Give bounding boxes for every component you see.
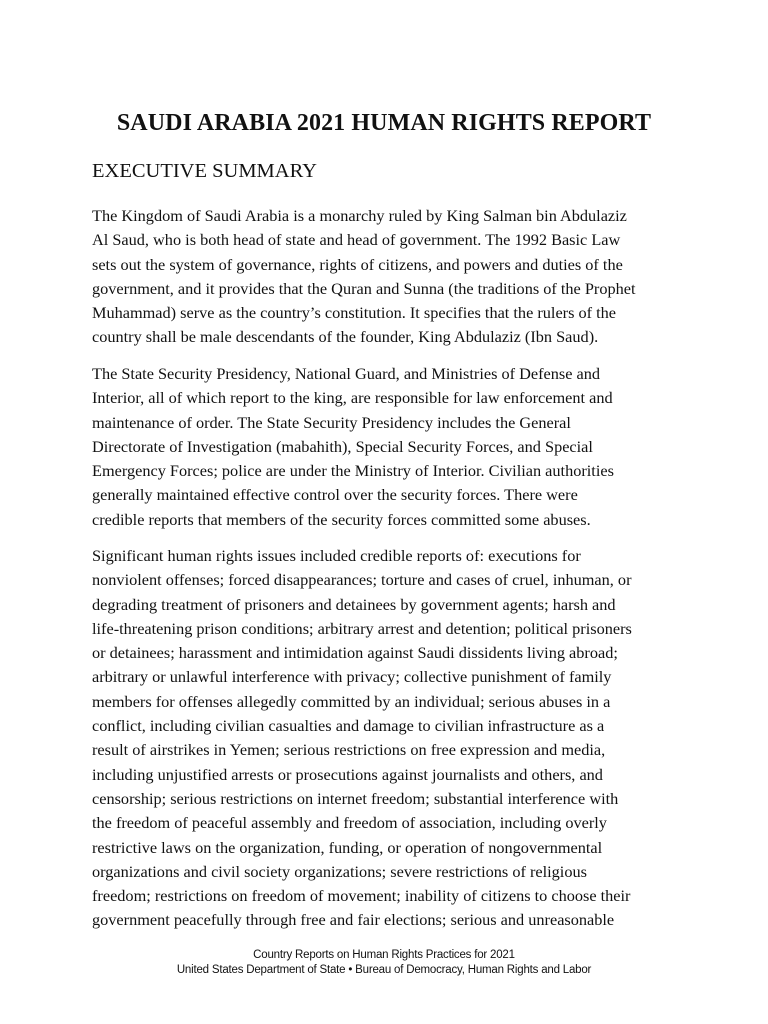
paragraph-line: sets out the system of governance, rights of citizens, and powers and duties of the bbox=[92, 254, 623, 274]
paragraph-line: Muhammad) serve as the country’s constitution. It specifies that the rulers of the bbox=[92, 303, 617, 323]
paragraph-line: generally maintained effective control over the security forces. There were bbox=[92, 485, 578, 505]
paragraph-line: Al Saud, who is both head of state and head of government. The 1992 Basic Law bbox=[92, 230, 621, 250]
paragraph-line: members for offenses allegedly committed by an individual; serious abuses in a bbox=[92, 691, 611, 711]
section-heading: EXECUTIVE SUMMARY bbox=[92, 160, 317, 182]
paragraph-line: government peacefully through free and fair elections; serious and unreasonable bbox=[92, 910, 615, 930]
report-title: SAUDI ARABIA 2021 HUMAN RIGHTS REPORT bbox=[116, 110, 652, 136]
paragraph-line: nonviolent offenses; forced disappearances; torture and cases of cruel, inhuman, or bbox=[92, 570, 632, 590]
paragraph-line: restrictive laws on the organization, funding, or operation of nongovernmental bbox=[92, 837, 603, 857]
paragraph-line: life-threatening prison conditions; arbitrary arrest and detention; political prisoners bbox=[92, 618, 632, 638]
paragraph-line: organizations and civil society organizations; severe restrictions of religious bbox=[92, 861, 587, 881]
paragraph-line: the freedom of peaceful assembly and freedom of association, including overly bbox=[92, 813, 607, 833]
paragraph-government-overview bbox=[92, 204, 692, 350]
paragraph-line: The Kingdom of Saudi Arabia is a monarchy ruled by King Salman bin Abdulaziz bbox=[92, 206, 627, 225]
paragraph-line: result of airstrikes in Yemen; serious restrictions on free expression and media, bbox=[92, 740, 606, 760]
paragraph-line: Directorate of Investigation (mabahith), Special Security Forces, and Special bbox=[92, 436, 593, 456]
paragraph-line: country shall be male descendants of the founder, King Abdulaziz (Ibn Saud). bbox=[92, 327, 599, 347]
paragraph-line: Significant human rights issues included credible reports of: executions for bbox=[92, 546, 581, 565]
page-footer bbox=[0, 948, 768, 978]
footer-department: United States Department of State • Bureau of Democracy, Human Rights and Labor bbox=[176, 964, 592, 976]
paragraph-line: arbitrary or unlawful interference with privacy; collective punishment of family bbox=[92, 667, 612, 687]
paragraph-line: Interior, all of which report to the king, are responsible for law enforcement and bbox=[92, 388, 613, 408]
paragraph-line: degrading treatment of prisoners and detainees by government agents; harsh and bbox=[92, 594, 616, 614]
paragraph-line: credible reports that members of the security forces committed some abuses. bbox=[92, 509, 591, 529]
paragraph-security-forces bbox=[92, 362, 692, 532]
paragraph-line: maintenance of order. The State Security Presidency includes the General bbox=[92, 412, 571, 432]
paragraph-line: freedom; restrictions on freedom of movement; inability of citizens to choose their bbox=[92, 886, 631, 906]
paragraph-line: or detainees; harassment and intimidation against Saudi dissidents living abroad; bbox=[92, 643, 618, 663]
paragraph-line: censorship; serious restrictions on internet freedom; substantial interference with bbox=[92, 788, 619, 808]
paragraph-line: government, and it provides that the Quran and Sunna (the traditions of the Prophet bbox=[92, 278, 636, 298]
footer-report-name: Country Reports on Human Rights Practices for 2021 bbox=[253, 949, 515, 961]
paragraph-line: conflict, including civilian casualties and damage to civilian infrastructure as a bbox=[92, 716, 605, 736]
paragraph-line: Emergency Forces; police are under the Ministry of Interior. Civilian authorities bbox=[92, 461, 614, 481]
paragraph-human-rights-issues bbox=[92, 544, 692, 933]
paragraph-line: The State Security Presidency, National Guard, and Ministries of Defense and bbox=[92, 364, 601, 383]
paragraph-line: including unjustified arrests or prosecutions against journalists and others, and bbox=[92, 764, 603, 784]
